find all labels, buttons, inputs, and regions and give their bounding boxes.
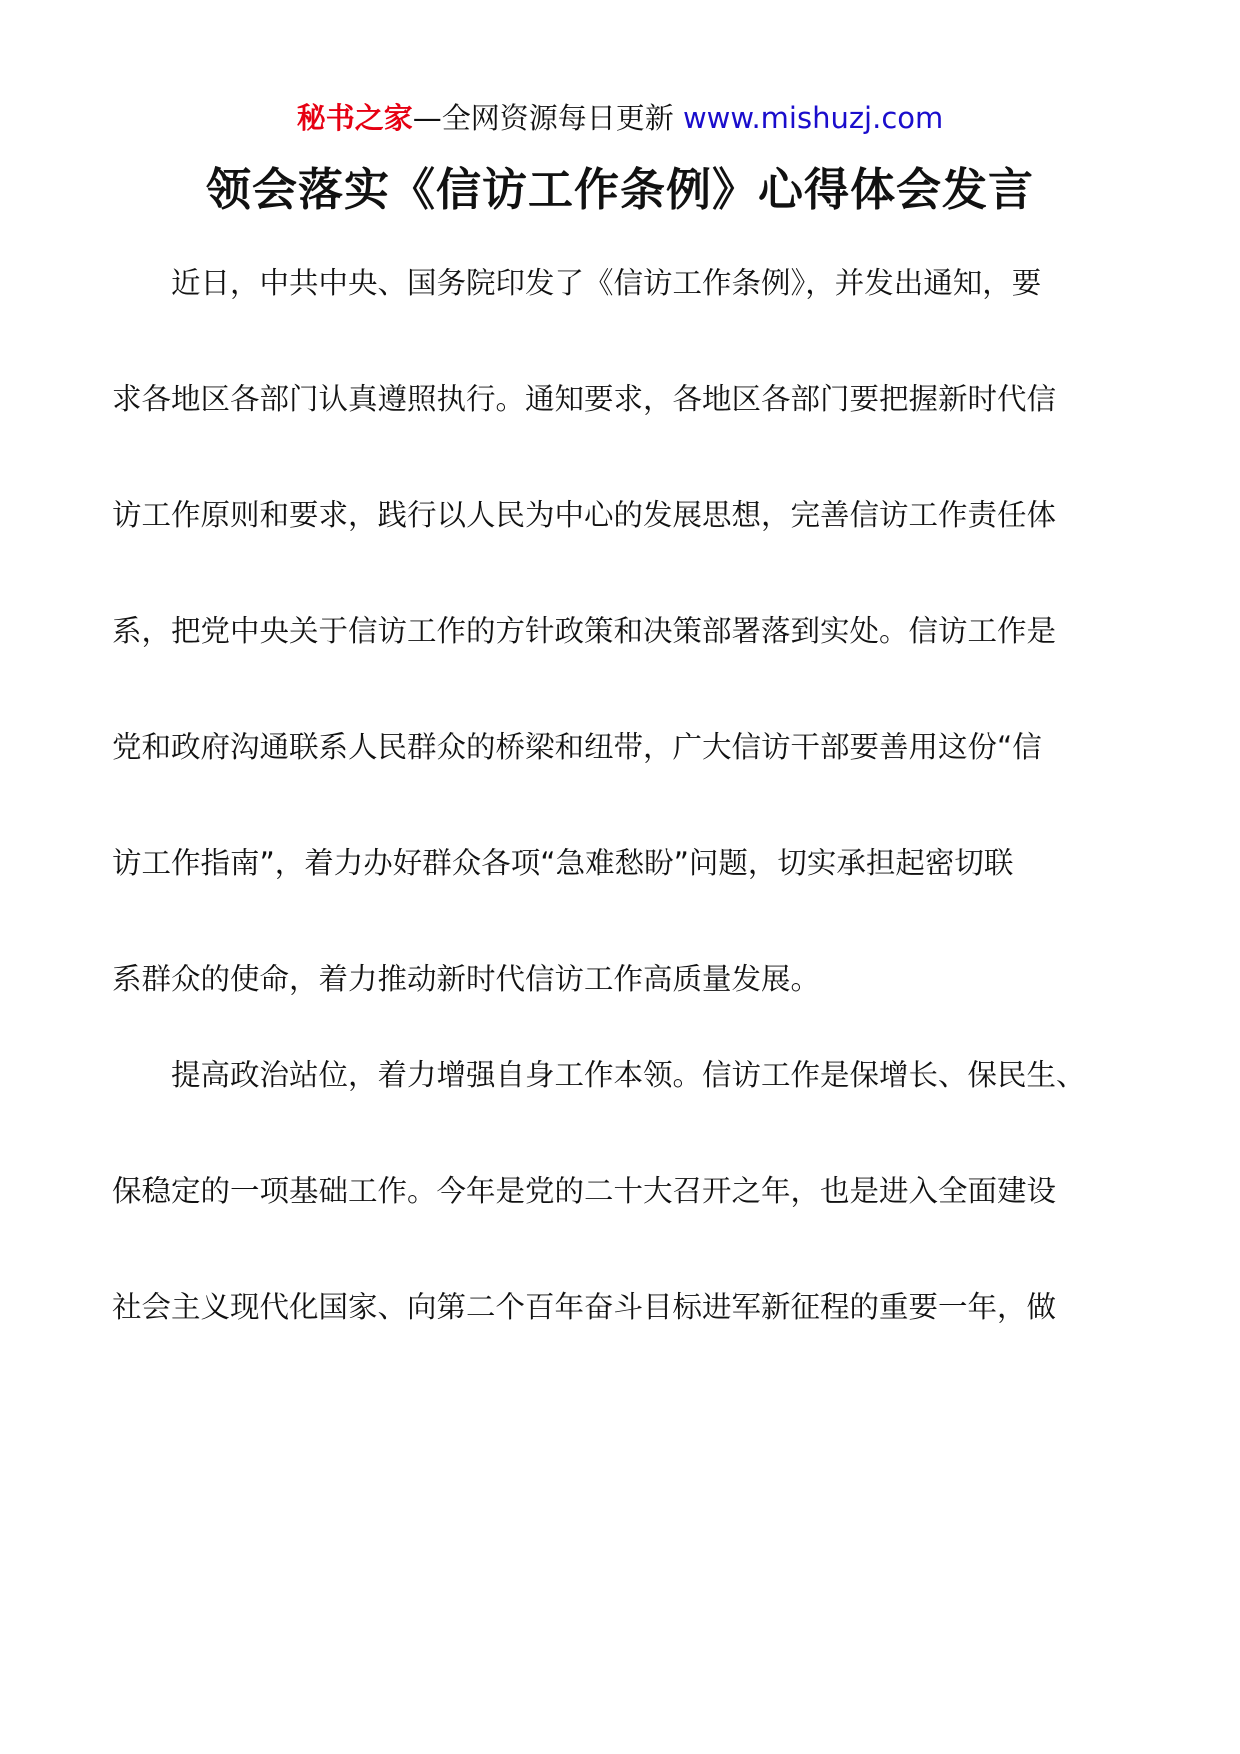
body-line-1: 近日，中共中央、国务院印发了《信访工作条例》，并发出通知，要: [112, 266, 1042, 300]
body-line-5: 党和政府沟通联系人民群众的桥梁和纽带，广大信访干部要善用这份“信: [112, 730, 1042, 764]
body-line-4: 系，把党中央关于信访工作的方针政策和决策部署落到实处。信访工作是: [112, 614, 1057, 648]
site-header: [0, 98, 1240, 138]
document-title: 领会落实《信访工作条例》心得体会发言: [205, 163, 1034, 216]
body-line-3: 访工作原则和要求，践行以人民为中心的发展思想，完善信访工作责任体: [112, 498, 1057, 532]
body-line-7: 系群众的使命，着力推动新时代信访工作高质量发展。: [112, 962, 821, 996]
body-line-8: 提高政治站位，着力增强自身工作本领。信访工作是保增长、保民生、: [112, 1058, 1086, 1092]
body-line-10: 社会主义现代化国家、向第二个百年奋斗目标进军新征程的重要一年，做: [112, 1290, 1057, 1324]
site-brand: 秘书之家: [296, 101, 413, 135]
site-url-link[interactable]: www.mishuzj.com: [682, 101, 944, 135]
body-line-6: 访工作指南”，着力办好群众各项“急难愁盼”问题，切实承担起密切联: [112, 846, 1014, 880]
body-line-2: 求各地区各部门认真遵照执行。通知要求，各地区各部门要把握新时代信: [112, 382, 1057, 416]
site-tagline: —全网资源每日更新: [412, 101, 683, 135]
body-line-9: 保稳定的一项基础工作。今年是党的二十大召开之年，也是进入全面建设: [112, 1174, 1057, 1208]
